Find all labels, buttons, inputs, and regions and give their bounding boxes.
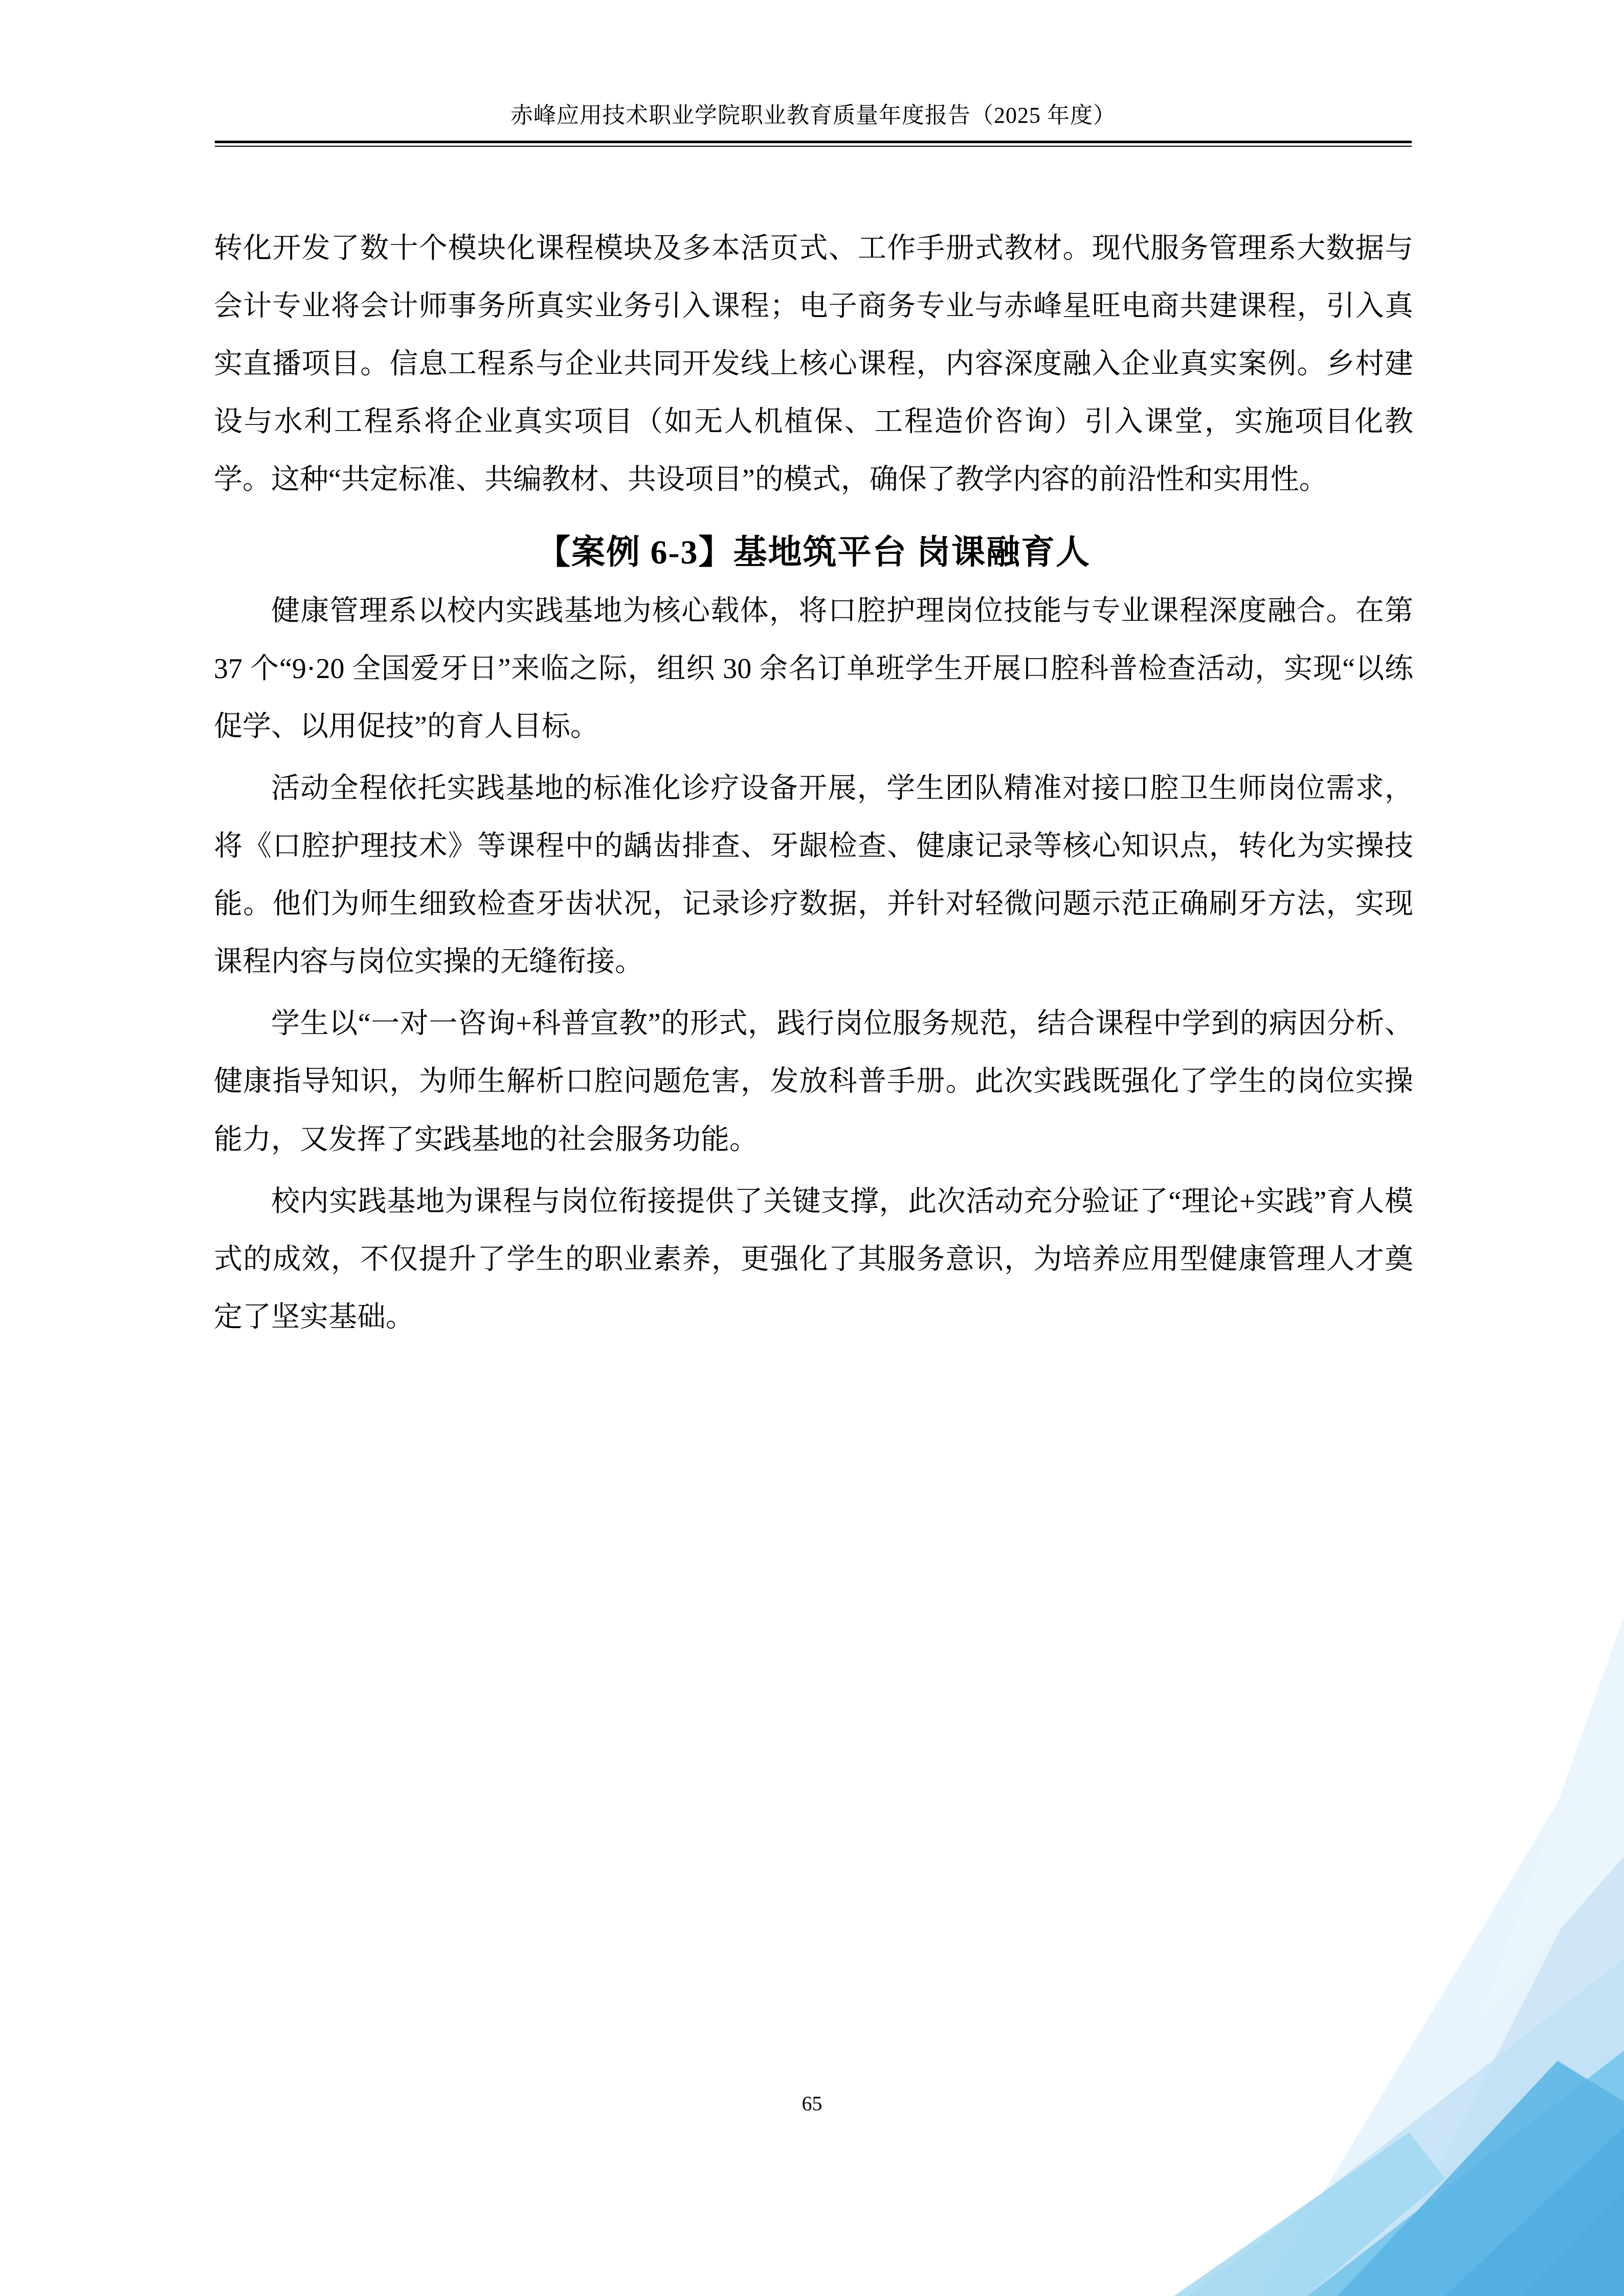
body-paragraph-5: 校内实践基地为课程与岗位衔接提供了关键支撑，此次活动充分验证了“理论+实践”育人模式的成效，不仅提升了学生的职业素养，更强化了其服务意识，为培养应用型健康管理人才奠定了坚实基础。 [214, 1185, 1413, 1333]
header-rule-thin [215, 146, 1412, 147]
header-title: 赤峰应用技术职业学院职业教育质量年度报告（2025 年度） [510, 103, 1116, 128]
decorative-corner-graphic [1020, 1498, 1624, 2296]
body-paragraph-1: 转化开发了数十个模块化课程模块及多本活页式、工作手册式教材。现代服务管理系大数据与会计专业将会计师事务所真实业务引入课程；电子商务专业与赤峰星旺电商共建课程，引入真实直播项目。信息工程系与企业共同开发线上核心课程，内容深度融入企业真实案例。乡村建设与水利工程系将企业真实项目（如无人机植保、工程造价咨询）引入课堂，实施项目化教学。这种“共定标准、共编教材、共设项目”的模式，确保了教学内容的前沿性和实用性。 [214, 233, 1413, 496]
body-paragraph-4: 学生以“一对一咨询+科普宣教”的形式，践行岗位服务规范，结合课程中学到的病因分析、健康指导知识，为师生解析口腔问题危害，发放科普手册。此次实践既强化了学生的岗位实操能力，又发挥了实践基地的社会服务功能。 [214, 1008, 1413, 1156]
body-paragraph-3: 活动全程依托实践基地的标准化诊疗设备开展，学生团队精准对接口腔卫生师岗位需求，将《口腔护理技术》等课程中的龋齿排查、牙龈检查、健康记录等核心知识点，转化为实操技能。他们为师生细致检查牙齿状况，记录诊疗数据，并针对轻微问题示范正确刷牙方法，实现课程内容与岗位实操的无缝衔接。 [214, 772, 1413, 978]
case-heading: 【案例 6-3】基地筑平台 岗课融育人 [537, 533, 1091, 571]
page-footer [0, 2091, 1624, 2115]
page-number: 65 [802, 2092, 822, 2115]
header-rule-thick [215, 141, 1412, 143]
page-content [214, 220, 1413, 1346]
body-paragraph-2: 健康管理系以校内实践基地为核心载体，将口腔护理岗位技能与专业课程深度融合。在第 37 个“9·20 全国爱牙日”来临之际，组织 30 余名订单班学生开展口腔科普检查活动，实现“以练促学、以用促技”的育人目标。 [214, 595, 1413, 742]
page-header [215, 102, 1412, 147]
